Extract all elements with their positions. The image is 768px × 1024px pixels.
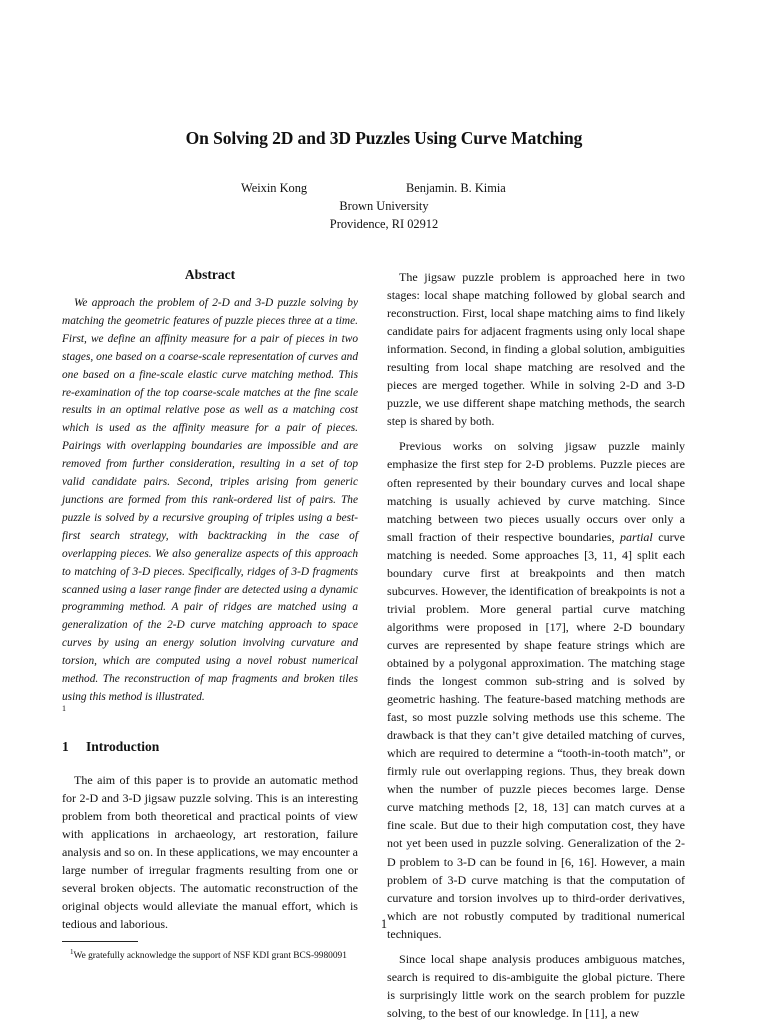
- section-heading: [62, 738, 358, 756]
- section-number: 1: [62, 738, 69, 754]
- footnote-mark: 1: [70, 948, 74, 957]
- paragraph-text: Since local shape analysis produces ambiguous matches, search is required to dis-ambiguite the global picture. There is surprisingly little work on the search problem for puzzle solving, to the best of our knowledge. In [11], a new: [387, 951, 685, 1020]
- intro-paragraph: The aim of this paper is to provide an automatic method for 2-D and 3-D jigsaw puzzle solving. This is an interesting problem from both theoretical and practical points of view with applications in archaeology, art restoration, failure analysis and so on. In these applications, we may encounter a large number of irregular fragments resulting from one or several broken objects. The automatic reconstruction of the original objects would alleviate the manual effort, which is tedious and laborious.: [62, 772, 358, 932]
- footnote-marker: 1: [62, 703, 66, 713]
- affiliation-institution: Brown University: [339, 199, 429, 213]
- abstract-text: We approach the problem of 2-D and 3-D puzzle solving by matching the geometric features of puzzle pieces three at a time. First, we define an affinity measure for a pair of pieces in two stages, one based on a coarse-scale representation of curves and one based on a fine-scale elastic curve matching method. This re-examination of the top coarse-scale matches at the fine scale results in an optimal relative pose as well as a matching cost which is used as the affinity measure for a pair of pieces. Pairings with overlapping boundaries are impossible and are removed from further consideration, resulting in a set of top valid candidate pairs. Second, triples arising from generic junctions are formed from this rank-ordered list of pairs. The puzzle is solved by a recursive grouping of triples using a best-first search strategy, with backtracking in the case of overlapping pieces. We also generalize aspects of this approach to matching of 3-D pieces. Specifically, ridges of 3-D fragments scanned using a laser range finder are detected using a dynamic programming method. A pair of ridges are matched using a generalization of the 2-D curve matching approach to space curves by using an energy solution involving curvature and torsion, which are computed using a novel robust numerical method. The reconstruction of map fragments and broken tiles using this method is illustrated.: [62, 297, 358, 703]
- author-name: Benjamin. B. Kimia: [406, 181, 506, 195]
- author-name: Weixin Kong: [241, 181, 308, 195]
- footnote-text: We gratefully acknowledge the support of NSF KDI grant BCS-9980091: [73, 951, 347, 962]
- page-number: 1: [380, 917, 388, 931]
- paper-title: On Solving 2D and 3D Puzzles Using Curve Matching: [185, 128, 583, 148]
- footnote: [62, 945, 358, 964]
- affiliation-address: Providence, RI 02912: [329, 217, 439, 231]
- section-title: Introduction: [86, 738, 160, 754]
- abstract-heading: Abstract: [184, 267, 236, 282]
- right-column: [387, 268, 685, 1022]
- body-paragraph: [387, 437, 685, 942]
- paragraph-text: The jigsaw puzzle problem is approached here in two stages: local shape matching followed by global search and reconstruction. First, local shape matching aims to find likely candidate pairs for adjacent fragments using only local shape information. Second, in finding a global solution, ambiguities resulting from local shape matching are resolved and the pieces are merged together. While in solving 2-D and 3-D puzzle, we use different shape matching methods, the search step is shared by both.: [387, 270, 685, 429]
- left-column: [62, 268, 358, 964]
- emphasis-text: partial: [619, 529, 653, 544]
- paragraph-text: Previous works on solving jigsaw puzzle mainly emphasize the first step for 2-D problems. Puzzle pieces are often represented by their boundary curves and local shape matching is usually achieved by curve matching. Since matching between two pieces usually occurs over only a small fraction of their respective boundaries,: [387, 439, 685, 544]
- body-paragraph: [387, 268, 685, 430]
- paragraph-text: curve matching is needed. Some approaches [3, 11, 4] split each boundary curve first at breakpoints and then match subcurves. However, the identification of breakpoints is not a trivial problem. More general partial curve matching algorithms were proposed in [17], where 2-D boundary curves are represented by shape feature strings which are obtained by a polygonal approximation. The matching stage finds the longest common sub-string and is solved by geometric hashing. The feature-based matching methods are fast, so most puzzle solving methods use this scheme. The drawback is that they can’t give detailed matching of curves, which are required to determine a “tooth-in-tooth match”, or firmly rule out overlapping regions. Thus, they break down when the number of puzzle pieces becomes large. Dense curve matching methods [2, 18, 13] can match curves at a fine scale. But due to their high computation cost, they have not yet been used in puzzle solving. Generalization of the 2-D problem to 3-D can be found in [6, 16]. However, a main problem of 3-D curve matching is that the computation of curvature and torsion involves up to third-order derivatives, which are not robustly computed by traditional numerical techniques.: [387, 529, 685, 941]
- body-paragraph: [387, 950, 685, 1022]
- footnote-rule: [62, 941, 138, 942]
